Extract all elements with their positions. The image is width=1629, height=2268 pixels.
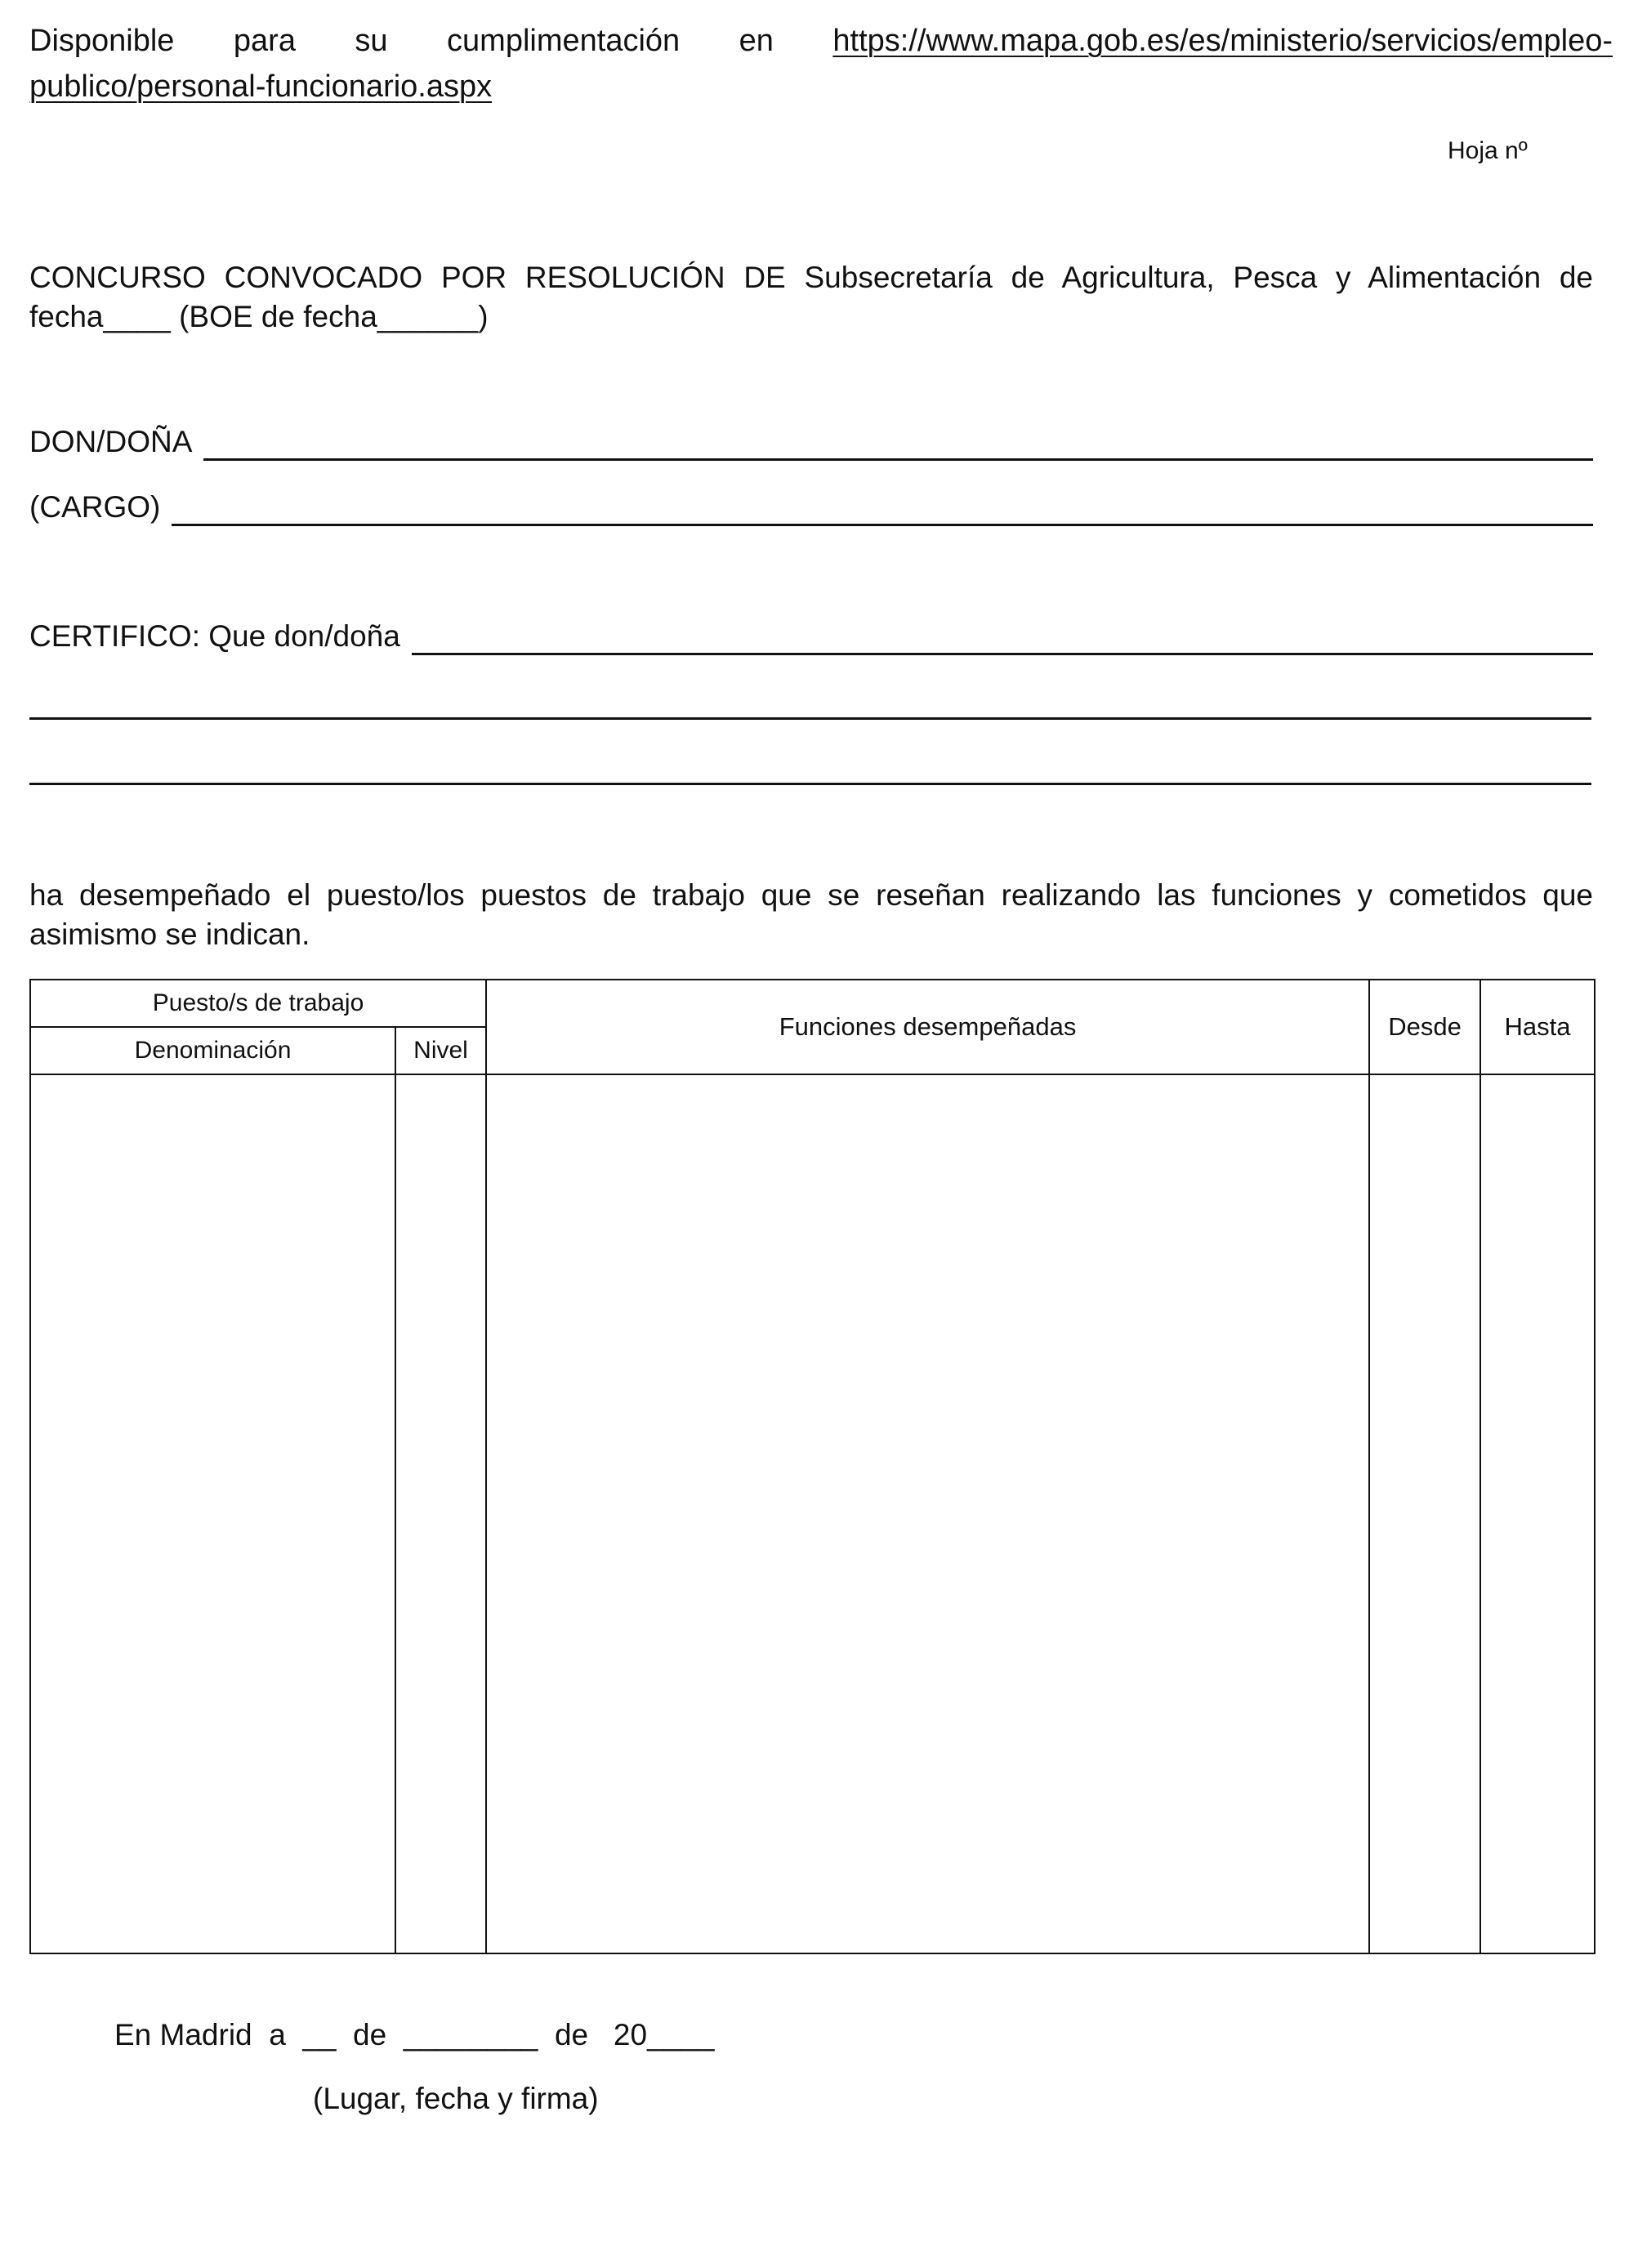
nivel-header: Nivel <box>395 1027 486 1074</box>
certifico-blank[interactable] <box>412 653 1593 655</box>
certifico-field[interactable] <box>29 613 1593 659</box>
nivel-cell[interactable] <box>395 1074 486 1953</box>
availability-line <box>29 18 1613 64</box>
form-url-link[interactable]: https://www.mapa.gob.es/es/ministerio/servicios/empleo- <box>832 24 1613 58</box>
funciones-header: Funciones desempeñadas <box>486 980 1369 1074</box>
certifico-blank-line-2[interactable] <box>29 717 1591 720</box>
place-date-line: En Madrid a __ de ________ de 20____ <box>114 2018 715 2051</box>
don-dona-blank[interactable] <box>203 458 1593 461</box>
denominacion-header: Denominación <box>30 1027 395 1074</box>
positions-group-header: Puesto/s de trabajo <box>30 980 486 1027</box>
concurso-heading <box>29 258 1593 337</box>
hasta-header: Hasta <box>1480 980 1595 1074</box>
certifico-label: CERTIFICO: Que don/doña <box>29 619 400 653</box>
positions-table <box>29 979 1596 1954</box>
don-dona-label: DON/DOÑA <box>29 425 193 458</box>
cargo-field[interactable] <box>29 484 1593 529</box>
desde-header: Desde <box>1369 980 1480 1074</box>
table-row <box>30 1074 1595 1953</box>
form-url-link-continued[interactable]: publico/personal-funcionario.aspx <box>29 69 493 104</box>
concurso-line-2: fecha____ (BOE de fecha______) <box>29 300 489 333</box>
statement-paragraph: ha desempeñado el puesto/los puestos de trabajo que se reseñan realizando las funciones y cometidos que asimismo se indican. <box>29 878 1593 951</box>
cargo-label: (CARGO) <box>29 490 161 524</box>
availability-text: Disponible para su cumplimentación en <box>29 24 774 58</box>
funciones-cell[interactable] <box>486 1074 1369 1953</box>
don-dona-field[interactable] <box>29 418 1593 464</box>
certifico-blank-line-3[interactable] <box>29 783 1591 785</box>
cargo-blank[interactable] <box>172 524 1593 526</box>
hasta-cell[interactable] <box>1480 1074 1595 1953</box>
availability-line-2 <box>29 64 492 109</box>
denominacion-cell[interactable] <box>30 1074 395 1953</box>
sheet-number-label: Hoja nº <box>1448 137 1528 164</box>
concurso-line-1: CONCURSO CONVOCADO POR RESOLUCIÓN DE Subsecretaría de Agricultura, Pesca y Alimentación de <box>29 261 1593 294</box>
desde-cell[interactable] <box>1369 1074 1480 1953</box>
signature-note: (Lugar, fecha y firma) <box>313 2082 599 2115</box>
